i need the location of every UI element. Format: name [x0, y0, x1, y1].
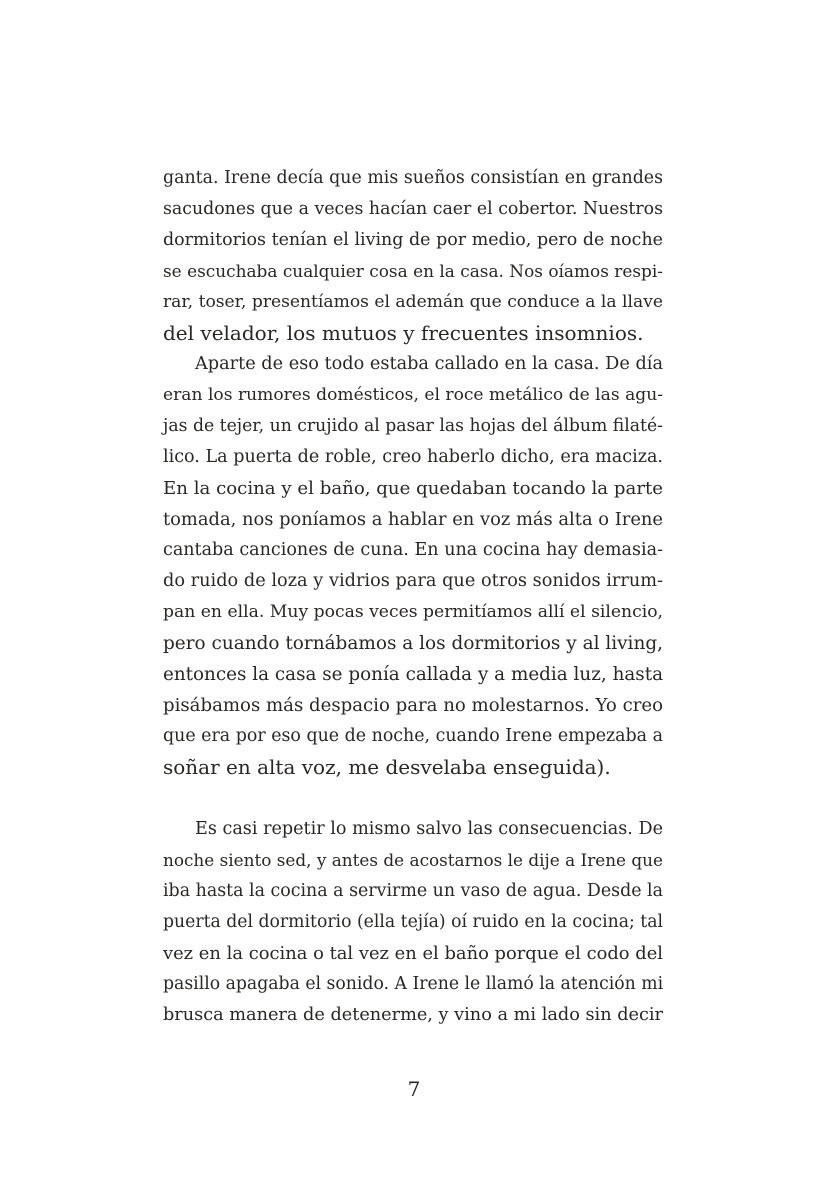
text-line: dormitorios tenían el living de por medio, pero de noche: [163, 230, 663, 250]
paragraph-3: [163, 814, 663, 1031]
paragraph-2: [163, 349, 663, 783]
body-text: [163, 163, 663, 1031]
text-line: noche siento sed, y antes de acostarnos le dije a Irene que: [163, 850, 663, 870]
text-line: tomada, nos poníamos a hablar en voz más alta o Irene: [163, 509, 663, 530]
text-line: En la cocina y el baño, que quedaban tocando la parte: [163, 478, 663, 499]
text-line: vez en la cocina o tal vez en el baño porque el codo del: [163, 943, 663, 964]
section-break: [163, 783, 663, 814]
paragraph-1: [163, 163, 663, 349]
text-line: Es casi repetir lo mismo salvo las consecuencias. De: [195, 819, 663, 839]
text-line: entonces la casa se ponía callada y a media luz, hasta: [163, 664, 663, 685]
text-line: do ruido de loza y vidrios para que otros sonidos irrum-: [163, 571, 663, 591]
text-line: eran los rumores domésticos, el roce metálico de las agu-: [163, 385, 663, 405]
text-line: pero cuando tornábamos a los dormitorios y al living,: [163, 633, 663, 654]
text-line: puerta del dormitorio (ella tejía) oí ruido en la cocina; tal: [163, 912, 663, 932]
text-line: se escuchaba cualquier cosa en la casa. Nos oíamos respi-: [163, 261, 663, 281]
text-line: rar, toser, presentíamos el ademán que conduce a la llave: [163, 292, 663, 312]
text-line: sacudones que a veces hacían caer el cobertor. Nuestros: [163, 199, 663, 219]
text-line: lico. La puerta de roble, creo haberlo dicho, era maciza.: [163, 447, 663, 467]
text-line: brusca manera de detenerme, y vino a mi lado sin decir: [163, 1005, 663, 1025]
text-line: del velador, los mutuos y frecuentes insomnios.: [163, 321, 644, 345]
text-line: pan en ella. Muy pocas veces permitíamos allí el silencio,: [163, 602, 663, 622]
text-line: soñar en alta voz, me desvelaba enseguida).: [163, 755, 611, 779]
text-line: Aparte de eso todo estaba callado en la casa. De día: [195, 354, 663, 374]
text-line: pasillo apagaba el sonido. A Irene le llamó la atención mi: [163, 974, 664, 994]
text-line: cantaba canciones de cuna. En una cocina hay demasia-: [163, 540, 663, 560]
text-line: ganta. Irene decía que mis sueños consistían en grandes: [163, 168, 663, 188]
text-line: jas de tejer, un crujido al pasar las hojas del álbum filaté-: [163, 416, 663, 436]
page-number: 7: [407, 1077, 421, 1101]
text-line: pisábamos más despacio para no molestarnos. Yo creo: [163, 695, 663, 716]
text-line: iba hasta la cocina a servirme un vaso de agua. Desde la: [163, 881, 663, 901]
text-line: que era por eso que de noche, cuando Irene empezaba a: [163, 726, 663, 746]
